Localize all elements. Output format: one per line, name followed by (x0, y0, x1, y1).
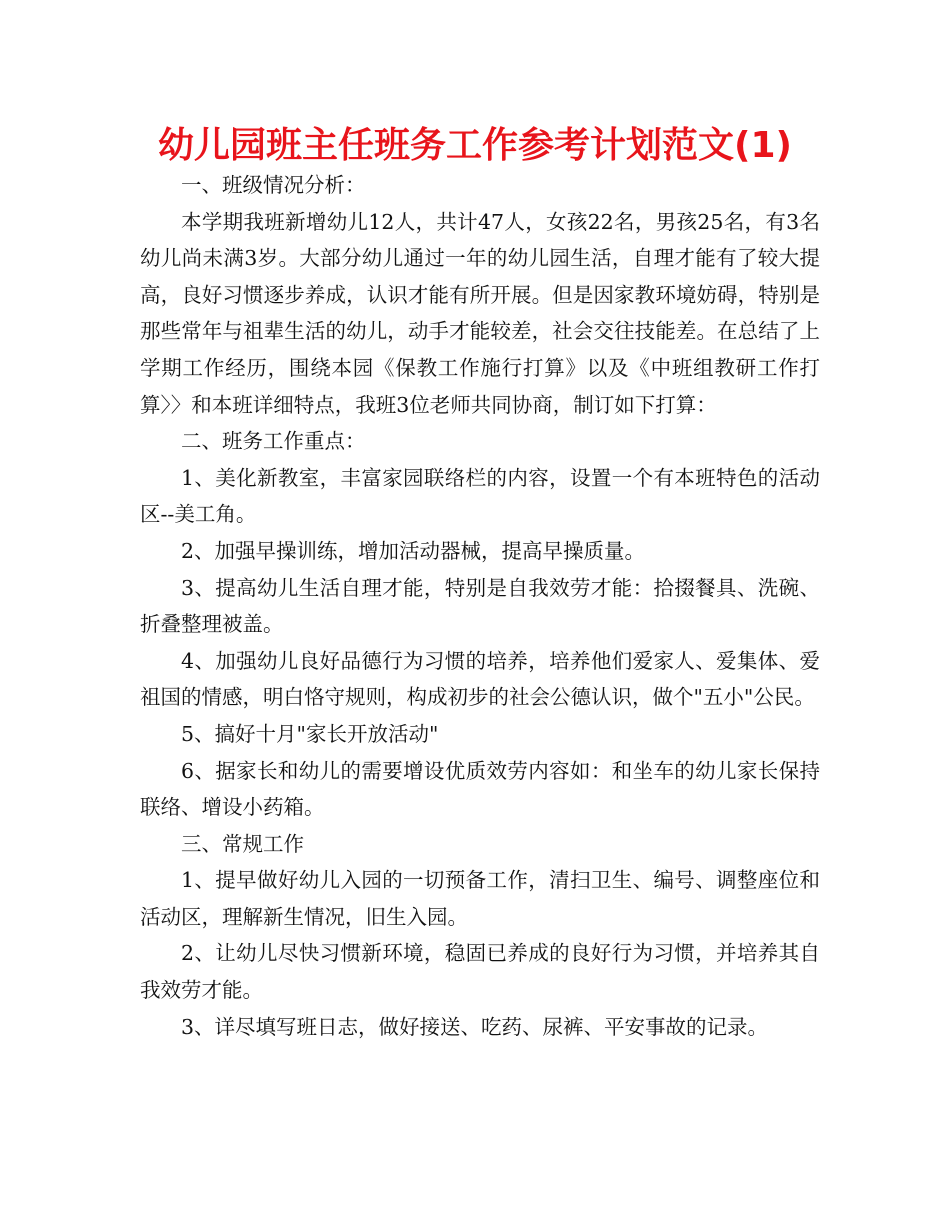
section-heading: 三、常规工作 (181, 831, 304, 856)
list-item: 1、美化新教室，丰富家园联络栏的内容，设置一个有本班特色的活动区--美工角。 (140, 465, 820, 527)
section-heading: 一、班级情况分析： (181, 173, 366, 197)
list-item: 1、提早做好幼儿入园的一切预备工作，清扫卫生、编号、调整座位和活动区，理解新生情况，旧生入园。 (140, 868, 820, 929)
section-heading: 二、班务工作重点： (181, 429, 366, 454)
list-item: 4、加强幼儿良好品德行为习惯的培养，培养他们爱家人、爱集体、爱祖国的情感，明白恪守规则，构成初步的社会公德认识，做个"五小"公民。 (140, 648, 820, 710)
paragraph: 本学期我班新增幼儿12人，共计47人，女孩22名，男孩25名，有3名幼儿尚未满3岁。大部分幼儿通过一年的幼儿园生活，自理才能有了较大提高，良好习惯逐步养成，认识才能有所开展。但是因家教环境妨碍，特别是那些常年与祖辈生活的幼儿，动手才能较差，社会交往技能差。在总结了上学期工作经历，围绕本园《保教工作施行打算》以及《中班组教研工作打算〉〉和本班详细特点，我班3位老师共同协商，制订如下打算： (140, 209, 820, 417)
list-item: 2、让幼儿尽快习惯新环境，稳固已养成的良好行为习惯，并培养其自我效劳才能。 (140, 941, 820, 1003)
list-item: 2、加强早操训练，增加活动器械，提高早操质量。 (181, 538, 646, 563)
list-item: 6、据家长和幼儿的需要增设优质效劳内容如：和坐车的幼儿家长保持联络、增设小药箱。 (140, 758, 820, 820)
list-item: 3、详尽填写班日志，做好接送、吃药、尿裤、平安事故的记录。 (181, 1014, 769, 1039)
document-title: 幼儿园班主任班务工作参考计划范文(1) (158, 125, 792, 166)
list-item: 3、提高幼儿生活自理才能，特别是自我效劳才能：拾掇餐具、洗碗、折叠整理被盖。 (140, 575, 820, 637)
list-item: 5、搞好十月"家长开放活动" (181, 721, 439, 746)
document-body (140, 167, 820, 1045)
